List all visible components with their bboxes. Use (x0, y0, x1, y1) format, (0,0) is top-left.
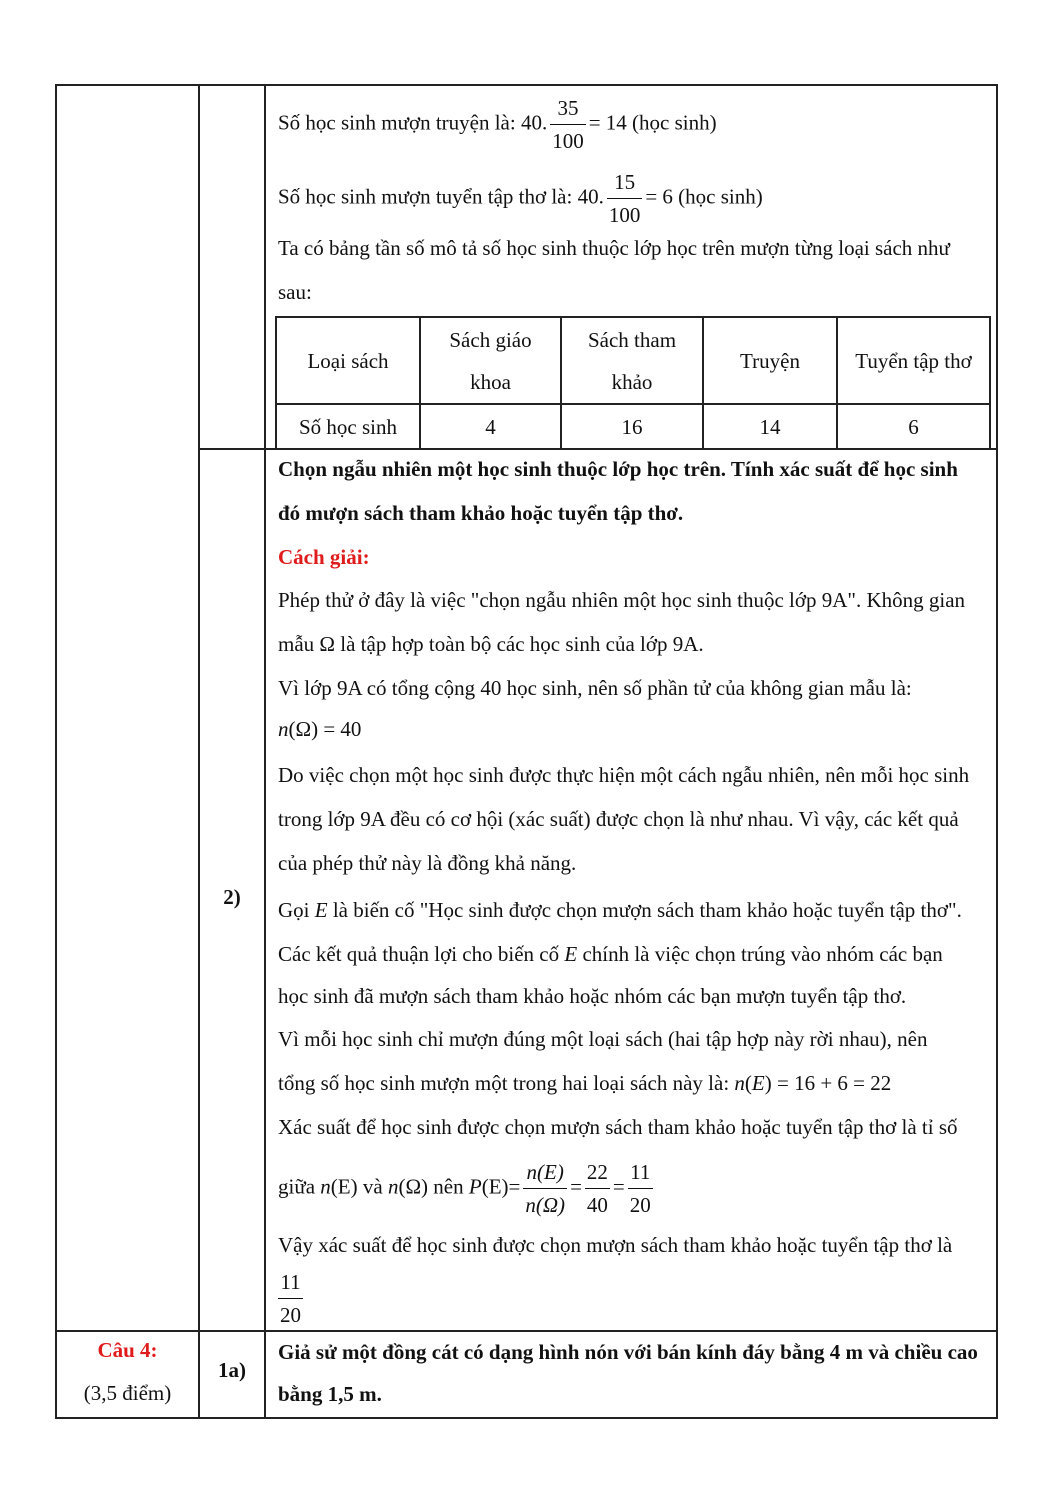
table-header-cell: Truyện (703, 317, 837, 404)
text-line: Các kết quả thuận lợi cho biến cố E chính là việc chọn trúng vào nhóm các bạn (278, 942, 943, 966)
part-label-2: 2) (223, 885, 241, 909)
fraction-22-40: $\frac{22}{40}$ (585, 1156, 610, 1221)
fraction-35-100: $\frac{35}{100}$ (550, 92, 586, 157)
text-line: Do việc chọn một học sinh được thực hiện một cách ngẫu nhiên, nên mỗi học sinh (278, 763, 970, 787)
question-text: đó mượn sách tham khảo hoặc tuyển tập thơ. (278, 501, 684, 525)
text-line: Vậy xác suất để học sinh được chọn mượn sách tham khảo hoặc tuyển tập thơ là (278, 1233, 953, 1257)
line-truyen: Số học sinh mượn truyện là: 40. $\frac{35}{100}$ = 14 (học sinh) (278, 92, 717, 157)
table-cell: Số học sinh (276, 404, 420, 449)
column-divider-2 (264, 86, 266, 1417)
table-row (276, 404, 990, 449)
question-points: (3,5 điểm) (83, 1381, 172, 1405)
text-line: sau: (278, 280, 312, 304)
formula-line: tổng số học sinh mượn một trong hai loại sách này là: n(E) = 16 + 6 = 22 (278, 1071, 892, 1095)
formula-line: n(Ω) = 40 (278, 717, 362, 741)
fraction-nE-nOmega: $\frac{n(E)}{n(\Omega)}$ (523, 1156, 567, 1221)
question-text: Chọn ngẫu nhiên một học sinh thuộc lớp học trên. Tính xác suất để học sinh (278, 457, 958, 481)
text-line: mẫu Ω là tập hợp toàn bộ các học sinh của lớp 9A. (278, 632, 704, 656)
table-header-cell: Tuyển tập thơ (837, 317, 990, 404)
text-line: Xác suất để học sinh được chọn mượn sách tham khảo hoặc tuyển tập thơ là tỉ số (278, 1115, 958, 1139)
text-line: Vì mỗi học sinh chỉ mượn đúng một loại sách (hai tập hợp này rời nhau), nên (278, 1027, 928, 1051)
answer-table (55, 84, 998, 1419)
question-text: bằng 1,5 m. (278, 1382, 382, 1406)
fraction-11-20-result: $\frac{11}{20}$ (278, 1266, 303, 1331)
table-row (276, 317, 990, 404)
table-cell: 16 (561, 404, 703, 449)
row-divider-cau4 (57, 1330, 996, 1332)
text-line: học sinh đã mượn sách tham khảo hoặc nhóm các bạn mượn tuyển tập thơ. (278, 984, 907, 1008)
column-divider-1 (198, 86, 200, 1417)
text-line: của phép thử này là đồng khả năng. (278, 851, 577, 875)
formula-line: giữa n(E) và n(Ω) nên P(E)= $\frac{n(E)}{n(\Omega)}$ = $\frac{22}{40}$ = $\frac{11}{20}$ (278, 1156, 656, 1221)
text-line: trong lớp 9A đều có cơ hội (xác suất) được chọn là như nhau. Vì vậy, các kết quả (278, 807, 959, 831)
text-line: Phép thử ở đây là việc "chọn ngẫu nhiên một học sinh thuộc lớp 9A". Không gian (278, 588, 966, 612)
text-line: Ta có bảng tần số mô tả số học sinh thuộc lớp học trên mượn từng loại sách như (278, 236, 950, 260)
fraction-15-100: $\frac{15}{100}$ (607, 166, 643, 231)
method-heading: Cách giải: (278, 545, 370, 569)
result-fraction (278, 1266, 303, 1331)
table-cell: 14 (703, 404, 837, 449)
table-cell: 6 (837, 404, 990, 449)
text-line: Gọi E là biến cố "Học sinh được chọn mượn sách tham khảo hoặc tuyển tập thơ". (278, 898, 962, 922)
table-header-cell: Loại sách (276, 317, 420, 404)
question-text: Giả sử một đồng cát có dạng hình nón với bán kính đáy bằng 4 m và chiều cao (278, 1340, 978, 1364)
table-header-cell: Sách giáo khoa (420, 317, 561, 404)
frequency-table (275, 316, 991, 450)
table-cell: 4 (420, 404, 561, 449)
part-label-1a: 1a) (218, 1358, 246, 1382)
question-number: Câu 4: (97, 1338, 158, 1362)
line-tuyen-tap: Số học sinh mượn tuyển tập thơ là: 40. $\frac{15}{100}$ = 6 (học sinh) (278, 166, 763, 231)
fraction-11-20: $\frac{11}{20}$ (628, 1156, 653, 1221)
table-header-cell: Sách tham khảo (561, 317, 703, 404)
text-line: Vì lớp 9A có tổng cộng 40 học sinh, nên số phần tử của không gian mẫu là: (278, 676, 912, 700)
